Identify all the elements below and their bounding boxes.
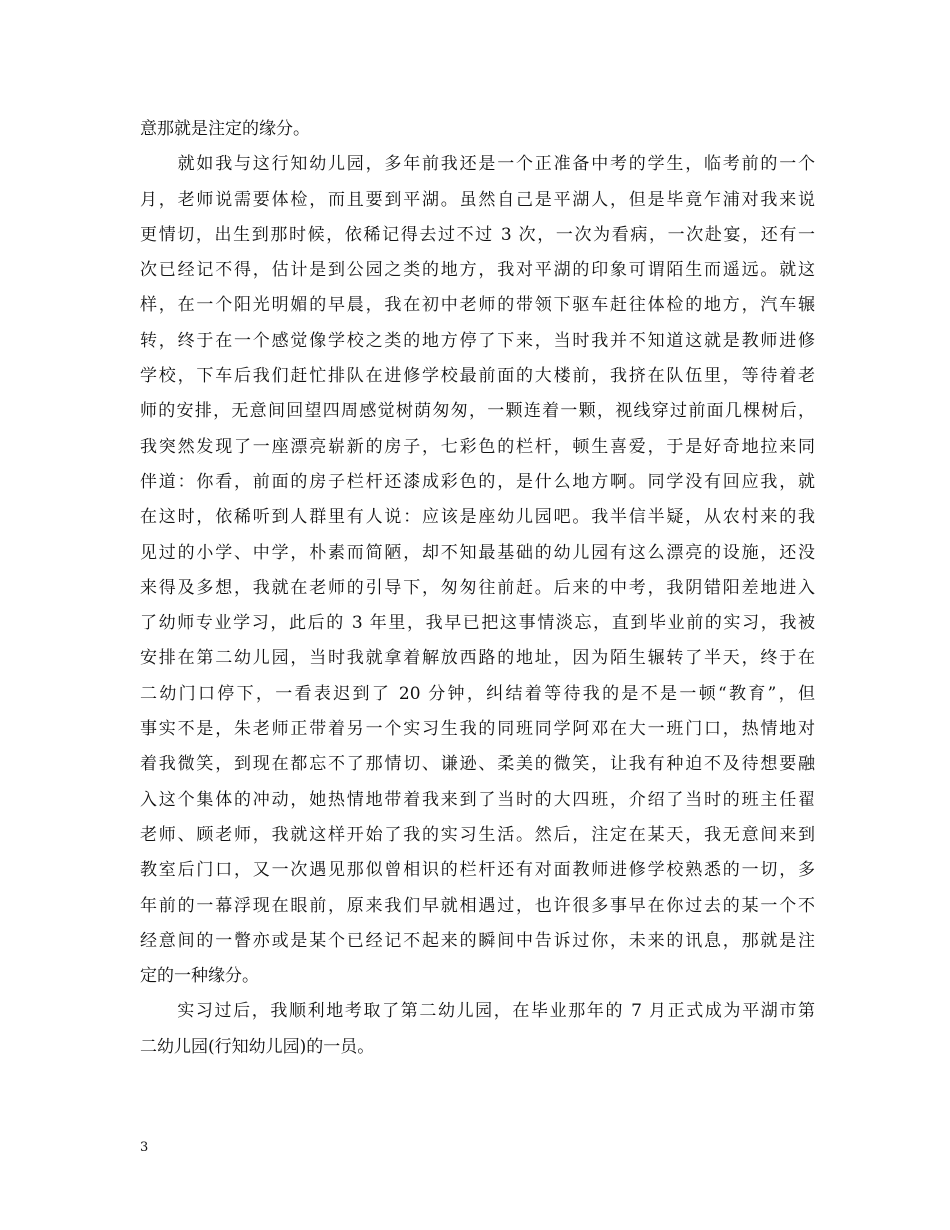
- text-line: 次已经记不得，估计是到公园之类的地方，我对平湖的印象可谓陌生而遥远。就这: [140, 260, 815, 281]
- text-line: 就如我与这行知幼儿园，多年前我还是一个正准备中考的学生，临考前的一个: [140, 154, 815, 175]
- text-line: 着我微笑，到现在都忘不了那情切、谦逊、柔美的微笑，让我有种迫不及待想要融: [140, 754, 815, 775]
- text-line: 来得及多想，我就在老师的引导下，匆匆往前赶。后来的中考，我阴错阳差地进入: [140, 577, 815, 598]
- text-line: 伴道：你看，前面的房子栏杆还漆成彩色的，是什么地方啊。同学没有回应我，就: [140, 471, 815, 492]
- text-line: 实习过后，我顺利地考取了第二幼儿园，在毕业那年的 7 月正式成为平湖市第: [140, 1001, 815, 1022]
- text-line: 意那就是注定的缘分。: [140, 119, 310, 139]
- text-line: 更情切，出生到那时候，依稀记得去过不过 3 次，一次为看病，一次赴宴，还有一: [140, 224, 815, 245]
- text-line: 转，终于在一个感觉像学校之类的地方停了下来，当时我并不知道这就是教师进修: [140, 330, 815, 351]
- text-line: 安排在第二幼儿园，当时我就拿着解放西路的地址，因为陌生辗转了半天，终于在: [140, 648, 815, 669]
- text-line: 我突然发现了一座漂亮崭新的房子，七彩色的栏杆，顿生喜爱，于是好奇地拉来同: [140, 436, 815, 457]
- document-body: [140, 112, 815, 1065]
- text-line: 事实不是，朱老师正带着另一个实习生我的同班同学阿邓在大一班门口，热情地对: [140, 719, 815, 740]
- text-line: 了幼师专业学习，此后的 3 年里，我早已把这事情淡忘，直到毕业前的实习，我被: [140, 613, 815, 634]
- text-line: 老师、顾老师，我就这样开始了我的实习生活。然后，注定在某天，我无意间来到: [140, 824, 815, 845]
- text-line: 师的安排，无意间回望四周感觉树荫匆匆，一颗连着一颗，视线穿过前面几棵树后，: [140, 401, 815, 422]
- text-line: 月，老师说需要体检，而且要到平湖。虽然自己是平湖人，但是毕竟乍浦对我来说: [140, 189, 815, 210]
- text-line: 样，在一个阳光明媚的早晨，我在初中老师的带领下驱车赶往体检的地方，汽车辗: [140, 295, 815, 316]
- text-line: 年前的一幕浮现在眼前，原来我们早就相遇过，也许很多事早在你过去的某一个不: [140, 895, 815, 916]
- text-line: 教室后门口，又一次遇见那似曾相识的栏杆还有对面教师进修学校熟悉的一切，多: [140, 860, 815, 881]
- page-number: 3: [140, 1140, 149, 1155]
- text-line: 在这时，依稀听到人群里有人说：应该是座幼儿园吧。我半信半疑，从农村来的我: [140, 507, 815, 528]
- text-line: 经意间的一瞥亦或是某个已经记不起来的瞬间中告诉过你，未来的讯息，那就是注: [140, 930, 815, 951]
- text-line: 二幼门口停下，一看表迟到了 20 分钟，纠结着等待我的是不是一顿“教育”，但: [140, 683, 815, 704]
- text-line: 定的一种缘分。: [140, 966, 259, 987]
- text-line: 二幼儿园(行知幼儿园)的一员。: [140, 1036, 375, 1057]
- text-line: 学校，下车后我们赶忙排队在进修学校最前面的大楼前，我挤在队伍里，等待着老: [140, 366, 815, 387]
- text-line: 见过的小学、中学，朴素而简陋，却不知最基础的幼儿园有这么漂亮的设施，还没: [140, 542, 815, 563]
- text-line: 入这个集体的冲动，她热情地带着我来到了当时的大四班，介绍了当时的班主任翟: [140, 789, 815, 810]
